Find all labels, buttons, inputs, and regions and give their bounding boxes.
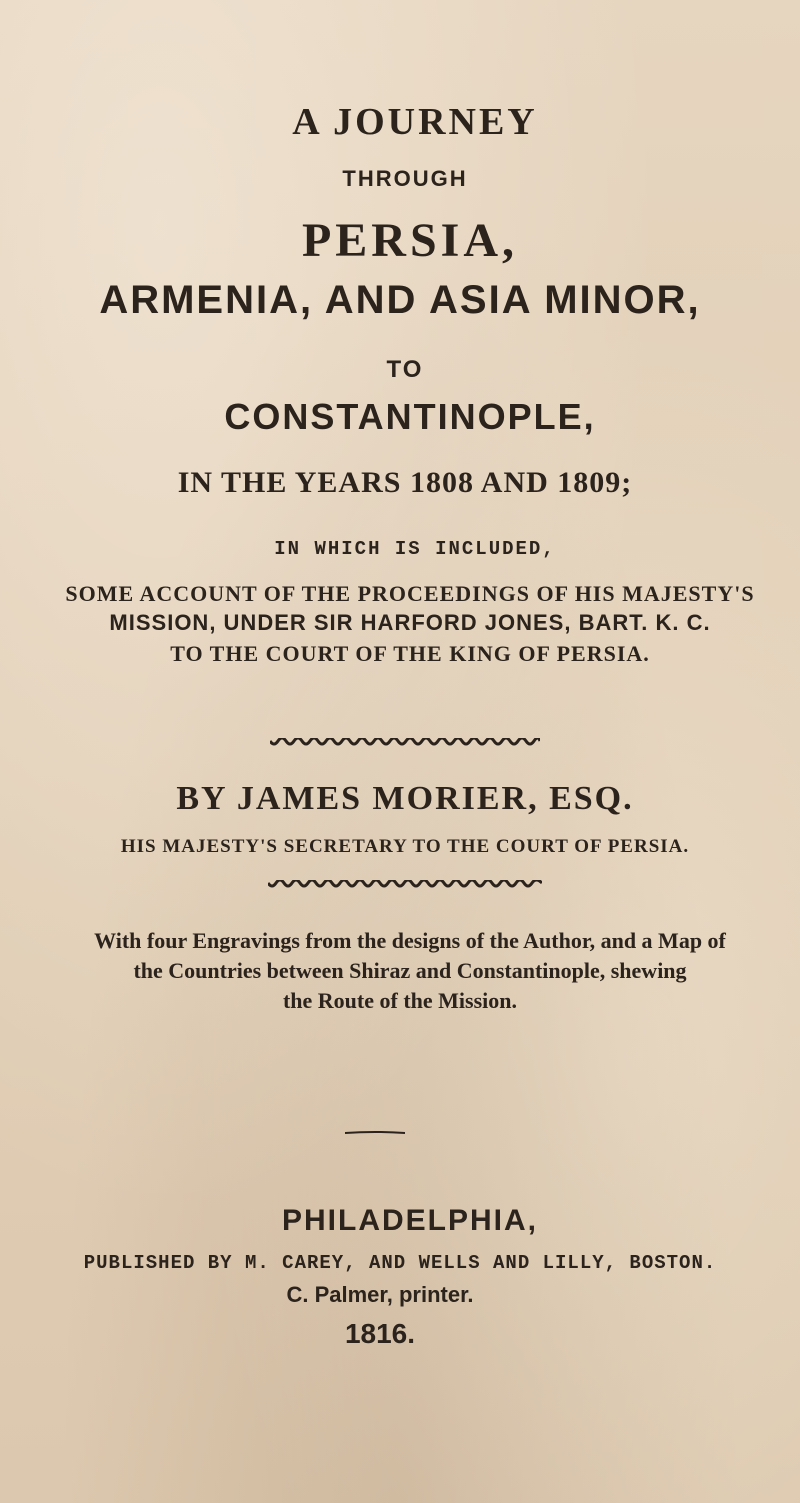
- title-constantinople: CONSTANTINOPLE,: [224, 396, 596, 437]
- wave-ornament-rule: [268, 880, 542, 890]
- author-role: HIS MAJESTY'S SECRETARY TO THE COURT OF PERSIA.: [120, 836, 690, 857]
- short-divider: [345, 1122, 405, 1125]
- book-title: A JOURNEY: [292, 101, 538, 143]
- imprint-year: 1816.: [344, 1318, 416, 1349]
- title-persia: PERSIA,: [301, 214, 519, 267]
- engravings-line-3: the Route of the Mission.: [282, 988, 518, 1013]
- title-through: THROUGH: [342, 166, 468, 191]
- title-years: IN THE YEARS 1808 AND 1809;: [177, 466, 633, 499]
- author-line: BY JAMES MORIER, ESQ.: [176, 780, 634, 817]
- imprint-city: PHILADELPHIA,: [281, 1204, 538, 1237]
- subtitle-line-2: MISSION, UNDER SIR HARFORD JONES, BART. K. C.: [109, 610, 711, 635]
- subtitle-line-3: TO THE COURT OF THE KING OF PERSIA.: [170, 641, 650, 666]
- in-which-heading: IN WHICH IS INCLUDED,: [274, 538, 556, 560]
- imprint-printer: C. Palmer, printer.: [286, 1282, 474, 1307]
- imprint-publisher: PUBLISHED BY M. CAREY, AND WELLS AND LILLY, BOSTON.: [83, 1252, 717, 1274]
- title-to: TO: [386, 356, 424, 383]
- title-armenia-line: ARMENIA, AND ASIA MINOR,: [99, 278, 701, 322]
- engravings-line-1: With four Engravings from the designs of the Author, and a Map of: [94, 928, 726, 953]
- subtitle-line-1: SOME ACCOUNT OF THE PROCEEDINGS OF HIS MAJESTY'S: [65, 581, 755, 606]
- engravings-line-2: the Countries between Shiraz and Constantinople, shewing: [133, 958, 687, 983]
- wave-ornament-rule: [270, 738, 540, 748]
